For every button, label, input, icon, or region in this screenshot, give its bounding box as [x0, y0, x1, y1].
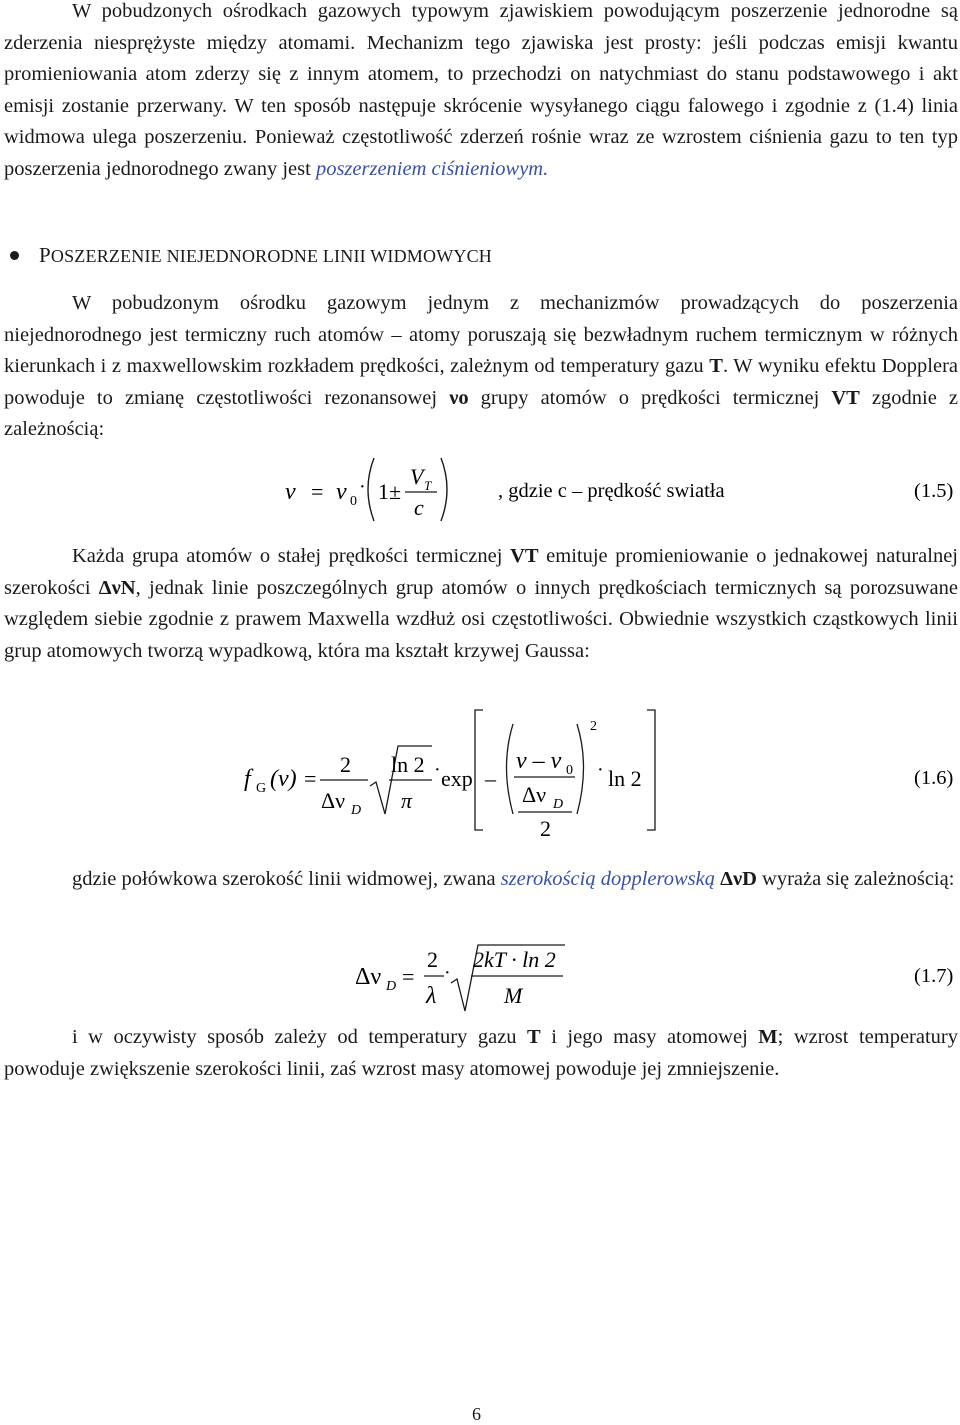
term-pressure-broadening: poszerzeniem ciśnieniowym.: [315, 157, 549, 180]
eq-exp: exp: [441, 766, 473, 791]
paragraph-text: i w oczywisty sposób zależy od temperatury gazu: [72, 1026, 528, 1048]
eq-ln2: ln 2: [391, 752, 425, 777]
eq-power: 2: [590, 719, 597, 734]
symbol-nu0: νo: [449, 386, 469, 409]
eq-number: (1.5): [914, 480, 954, 502]
eq-sub-D: D: [386, 979, 397, 994]
eq-comment: , gdzie c – prędkość swiatła: [498, 480, 725, 502]
eq-nu-minus: ν – ν: [516, 748, 562, 774]
left-paren: [368, 458, 374, 521]
term-doppler-width: szerokością dopplerowską: [500, 868, 715, 890]
eq-delta-nu-2: Δν: [522, 782, 547, 807]
symbol-dnuN: ΔνN: [98, 576, 136, 599]
eq-number: (1.6): [914, 767, 954, 789]
eq-two-b: 2: [540, 816, 551, 841]
eq-num-V: V: [410, 464, 424, 489]
eq-delta-nu: Δν: [355, 964, 382, 990]
paragraph-text: W pobudzonych ośrodkach gazowych typowym zjawiskiem powodującym poszerzenie jednorodne są zderzenia niesprężyste między atomami. Mechanizm tego zjawiska jest prosty: jeśli podczas emisji kwantu promieniowania atom zderzy się z innym atomem, to przechodzi on natychmiast do stanu podstawowego i akt emisji zostanie przerwany. W ten sposób następuje skrócenie wysyłanego ciągu falowego i zgodnie z (1.4) linia widmowa ulega poszerzeniu. Ponieważ częstotliwość zderzeń rośnie wraz ze wzrostem ciśnienia gazu to ten typ poszerzenia jednorodnego zwany jest: [4, 0, 958, 180]
equation-1-7-svg: [0, 937, 960, 1017]
eq-delta-nu: Δν: [321, 788, 346, 813]
eq-two: 2: [340, 752, 351, 777]
eq-two: 2: [427, 947, 438, 972]
eq-den-c: c: [414, 495, 424, 520]
equation-1-6: [0, 706, 960, 846]
eq-equals: =: [304, 766, 317, 791]
equation-1-5-svg: [0, 455, 960, 525]
paragraph-text: i jego masy atomowej: [540, 1026, 759, 1048]
eq-equals: =: [402, 964, 415, 989]
symbol-dnuD: ΔνD: [720, 868, 757, 890]
eq-G: G: [256, 781, 267, 796]
eq-num-sub: T: [424, 478, 432, 493]
equation-1-5: [0, 455, 960, 525]
paragraph-text: zgodnie z zależnością:: [4, 386, 958, 440]
heading-initial: P: [39, 243, 51, 267]
paragraph-text: emituje promieniowanie o jednakowej naturalnej szerokości: [4, 545, 958, 599]
symbol-M: M: [758, 1026, 778, 1048]
paragraph-text: grupy atomów o prędkości termicznej: [468, 386, 832, 409]
eq-sub-D: D: [351, 803, 362, 818]
paragraph-gauss: [4, 541, 958, 667]
eq-nu-paren: (ν): [270, 766, 297, 792]
bullet-icon: [10, 251, 19, 260]
symbol-VT: VT: [831, 386, 860, 409]
symbol-T: T: [709, 355, 723, 377]
eq-equals: =: [311, 479, 324, 504]
paragraph-text: . W wyniku efektu Dopplera powoduje to zmianę częstotliwości rezonansowej: [4, 355, 958, 409]
equation-1-6-svg: [0, 706, 960, 846]
paragraph-text: wyraża się zależnością:: [756, 868, 955, 890]
eq-number: (1.7): [914, 965, 954, 987]
eq-lhs-nu: ν: [285, 479, 296, 505]
paragraph-text: Każda grupa atomów o stałej prędkości termicznej: [72, 545, 511, 567]
eq-f: f: [244, 766, 251, 792]
eq-lambda: λ: [426, 983, 437, 1009]
page-number: 6: [472, 1404, 481, 1424]
heading-rest: OSZERZENIE NIEJEDNORODNE LINII WIDMOWYCH: [50, 246, 492, 266]
eq-pi: π: [401, 788, 413, 813]
paragraph-text: ; wzrost temperatury powoduje zwiększenie szerokości linii, zaś wzrost masy atomowej powoduje jej zmniejszenie.: [4, 1026, 958, 1080]
eq-dot: ·: [359, 476, 366, 498]
paragraph-text: W pobudzonym ośrodku gazowym jednym z mechanizmów prowadzących do poszerzenia niejednorodnego jest termiczny ruch atomów – atomy poruszają się bezwładnym ruchem termicznym w różnych kierunkach i z maxwellowskim rozkładem prędkości, zależnym od temperatury gazu: [4, 292, 958, 377]
eq-den-M: M: [504, 983, 523, 1008]
eq-dot: ·: [434, 759, 441, 781]
eq-dot-2: ·: [597, 759, 604, 781]
eq-nu: ν: [336, 479, 347, 505]
paragraph-doppler: [4, 288, 958, 446]
eq-dot: ·: [444, 962, 451, 984]
paragraph-text: gdzie połówkowa szerokość linii widmowej, zwana: [72, 868, 501, 890]
symbol-VT: VT: [510, 545, 539, 567]
eq-one-pm: 1±: [378, 479, 402, 504]
eq-num: 2kT · ln 2: [473, 947, 556, 972]
eq-sub-D-2: D: [553, 797, 564, 812]
eq-ln2b: ln 2: [608, 766, 642, 791]
paragraph-doppler-width: [4, 864, 958, 896]
section-heading: [10, 243, 492, 268]
equation-1-7: [0, 937, 960, 1017]
paragraph-pressure-broadening: [4, 0, 958, 185]
paragraph-text: , jednak linie poszczególnych grup atomów o innych prędkościach termicznych są porozsuwane względem siebie zgodnie z prawem Maxwella wzdłuż osi częstotliwości. Obwiednie wszystkich cząstkowych linii grup atomowych tworzą wypadkową, która ma kształt krzywej Gaussa:: [4, 576, 958, 662]
right-paren: [441, 458, 447, 521]
paragraph-temperature-mass: [4, 1022, 958, 1085]
eq-sub0: 0: [350, 494, 357, 509]
eq-minus: –: [485, 766, 496, 791]
eq-sub0: 0: [566, 763, 573, 778]
symbol-T: T: [527, 1026, 541, 1048]
